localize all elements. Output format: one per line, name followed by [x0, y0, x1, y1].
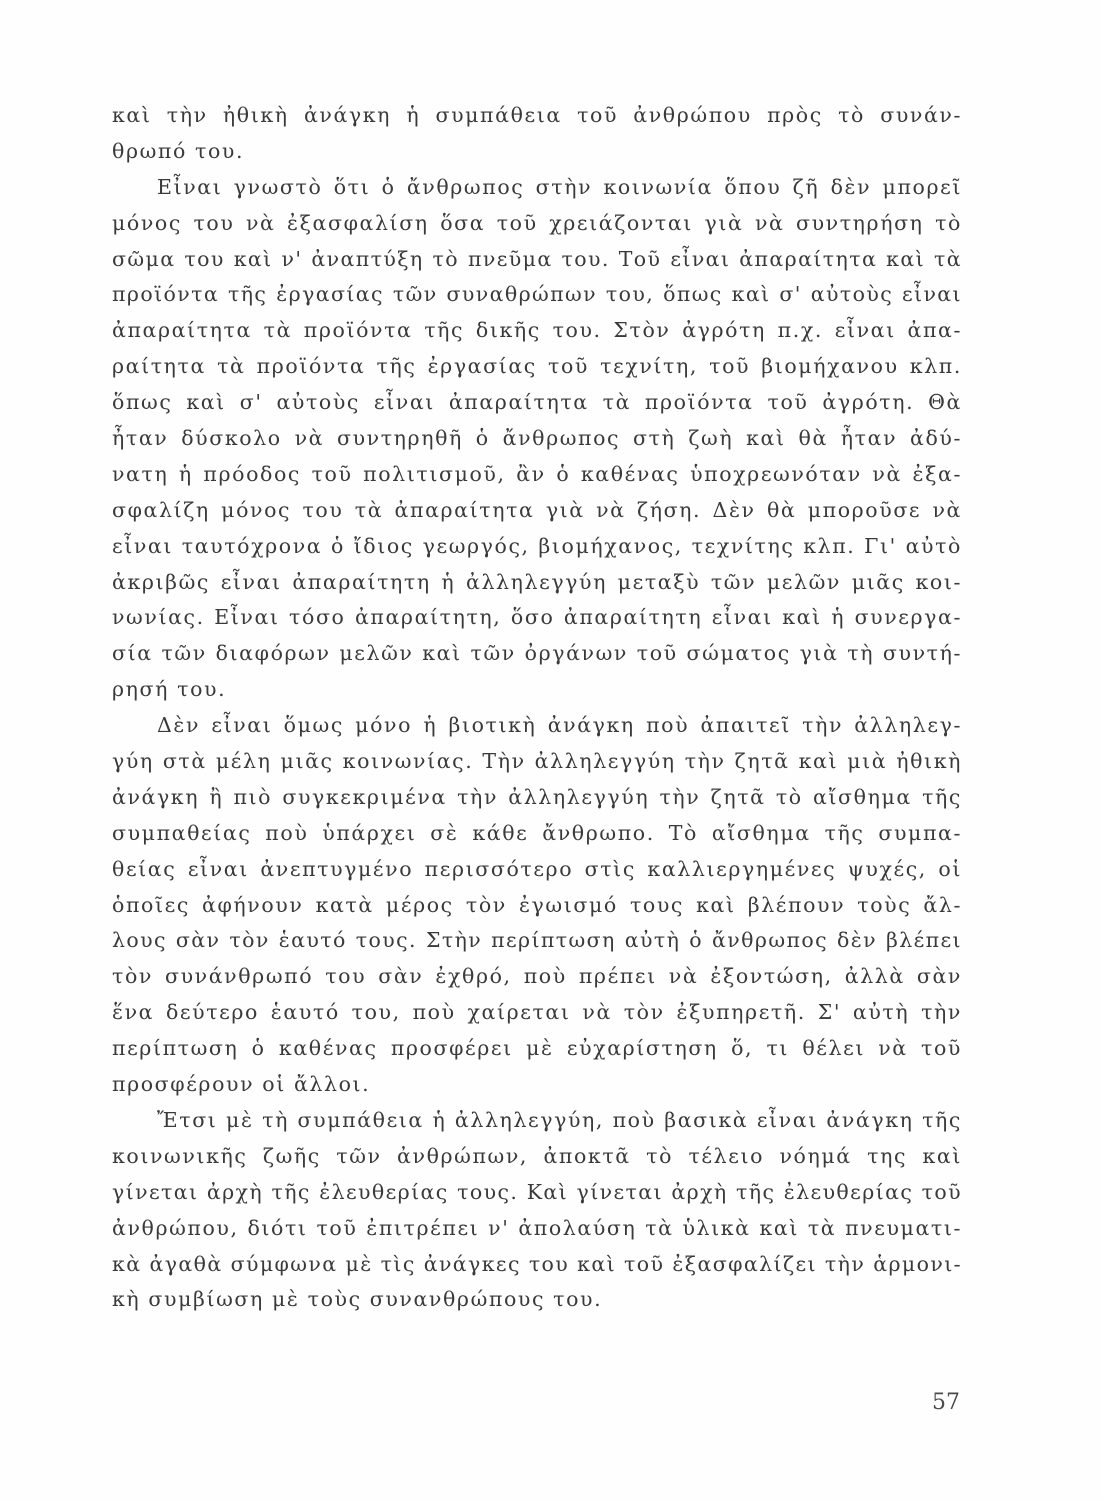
text-line: κοινωνικῆς ζωῆς τῶν ἀνθρώπων, ἀποκτᾶ τὸ τέλειο νόημά της καὶ — [112, 1143, 962, 1168]
text-line: θείας εἶναι ἀνεπτυγμένο περισσότερο στὶς καλλιεργημένες ψυχές, οἱ — [112, 856, 962, 881]
text-line: προσφέρουν οἱ ἄλλοι. — [112, 1072, 371, 1097]
text-line: καὶ τὴν ἠθικὴ ἀνάγκη ἡ συμπάθεια τοῦ ἀνθρώπου πρὸς τὸ συνάν- — [112, 103, 962, 127]
text-line: ὅπως καὶ σ' αὐτοὺς εἶναι ἀπαραίτητα τὰ προϊόντα τοῦ ἀγρότη. Θὰ — [112, 390, 962, 415]
text-line: ἦταν δύσκολο νὰ συντηρηθῆ ὁ ἄνθρωπος στὴ ζωὴ καὶ θὰ ἦταν ἀδύ- — [112, 426, 962, 451]
text-line: μόνος του νὰ ἐξασφαλίση ὅσα τοῦ χρειάζονται γιὰ νὰ συντηρήση τὸ — [112, 210, 962, 235]
text-line: ὁποῖες ἀφήνουν κατὰ μέρος τὸν ἐγωισμό τους καὶ βλέπουν τοὺς ἄλ- — [112, 892, 962, 917]
text-line: προϊόντα τῆς ἐργασίας τῶν συναθρώπων του, ὅπως καὶ σ' αὐτοὺς εἶναι — [112, 282, 962, 307]
text-line: γύη στὰ μέλη μιᾶς κοινωνίας. Τὴν ἀλληλεγγύη τὴν ζητᾶ καὶ μιὰ ἠθικὴ — [112, 749, 962, 774]
text-line: σία τῶν διαφόρων μελῶν καὶ τῶν ὀργάνων τοῦ σώματος γιὰ τὴ συντή- — [112, 641, 962, 666]
text-line: κὴ συμβίωση μὲ τοὺς συνανθρώπους του. — [112, 1287, 603, 1312]
text-line: ἀνθρώπου, διότι τοῦ ἐπιτρέπει ν' ἀπολαύση τὰ ὑλικὰ καὶ τὰ πνευματι- — [112, 1215, 962, 1240]
text-line: συμπαθείας ποὺ ὑπάρχει σὲ κάθε ἄνθρωπο. Τὸ αἴσθημα τῆς συμπα- — [112, 820, 962, 845]
text-line: νατη ἡ πρόοδος τοῦ πολιτισμοῦ, ἂν ὁ καθένας ὑποχρεωνόταν νὰ ἐξα- — [112, 461, 962, 486]
text-line: σφαλίζη μόνος του τὰ ἀπαραίτητα γιὰ νὰ ζήση. Δὲν θὰ μποροῦσε νὰ — [112, 497, 962, 522]
text-line: νωνίας. Εἶναι τόσο ἀπαραίτητη, ὅσο ἀπαραίτητη εἶναι καὶ ἡ συνεργα- — [112, 605, 962, 630]
text-line: σῶμα του καὶ ν' ἀναπτύξη τὸ πνεῦμα του. Τοῦ εἶναι ἀπαραίτητα καὶ τὰ — [112, 246, 962, 271]
text-line: ραίτητα τὰ προϊόντα τῆς ἐργασίας τοῦ τεχνίτη, τοῦ βιομήχανου κλπ. — [112, 354, 962, 379]
text-line: Δὲν εἶναι ὅμως μόνο ἡ βιοτικὴ ἀνάγκη ποὺ ἀπαιτεῖ τὴν ἀλληλεγ- — [157, 713, 962, 738]
text-line: ἀπαραίτητα τὰ προϊόντα τῆς δικῆς του. Στὸν ἀγρότη π.χ. εἶναι ἀπα- — [112, 318, 962, 343]
text-line: κὰ ἀγαθὰ σύμφωνα μὲ τὶς ἀνάγκες του καὶ τοῦ ἐξασφαλίζει τὴν ἁρμονι- — [112, 1251, 962, 1276]
text-line: τὸν συνάνθρωπό του σὰν ἐχθρό, ποὺ πρέπει νὰ ἐξοντώση, ἀλλὰ σὰν — [112, 964, 962, 989]
text-line: θρωπό του. — [112, 138, 245, 163]
text-line: Ἔτσι μὲ τὴ συμπάθεια ἡ ἀλληλεγγύη, ποὺ βασικὰ εἶναι ἀνάγκη τῆς — [157, 1107, 962, 1132]
text-line: εἶναι ταυτόχρονα ὁ ἴδιος γεωργός, βιομήχανος, τεχνίτης κλπ. Γι' αὐτὸ — [112, 533, 962, 558]
page-number: 57 — [932, 1390, 960, 1415]
text-line: περίπτωση ὁ καθένας προσφέρει μὲ εὐχαρίστηση ὅ, τι θέλει νὰ τοῦ — [112, 1036, 962, 1061]
text-line: ρησή του. — [112, 677, 227, 702]
text-line: Εἶναι γνωστὸ ὅτι ὁ ἄνθρωπος στὴν κοινωνία ὅπου ζῆ δὲν μπορεῖ — [157, 174, 962, 199]
text-line: λους σὰν τὸν ἑαυτό τους. Στὴν περίπτωση αὐτὴ ὁ ἄνθρωπος δὲν βλέπει — [112, 928, 962, 953]
text-line: ἕνα δεύτερο ἑαυτό του, ποὺ χαίρεται νὰ τὸν ἐξυπηρετῆ. Σ' αὐτὴ τὴν — [112, 1000, 962, 1025]
text-line: γίνεται ἀρχὴ τῆς ἐλευθερίας τους. Καὶ γίνεται ἀρχὴ τῆς ἐλευθερίας τοῦ — [112, 1179, 962, 1204]
text-line: ἀνάγκη ἢ πιὸ συγκεκριμένα τὴν ἀλληλεγγύη τὴν ζητᾶ τὸ αἴσθημα τῆς — [112, 784, 962, 809]
body-text — [112, 98, 962, 1318]
text-line: ἀκριβῶς εἶναι ἀπαραίτητη ἡ ἀλληλεγγύη μεταξὺ τῶν μελῶν μιᾶς κοι- — [112, 569, 962, 594]
